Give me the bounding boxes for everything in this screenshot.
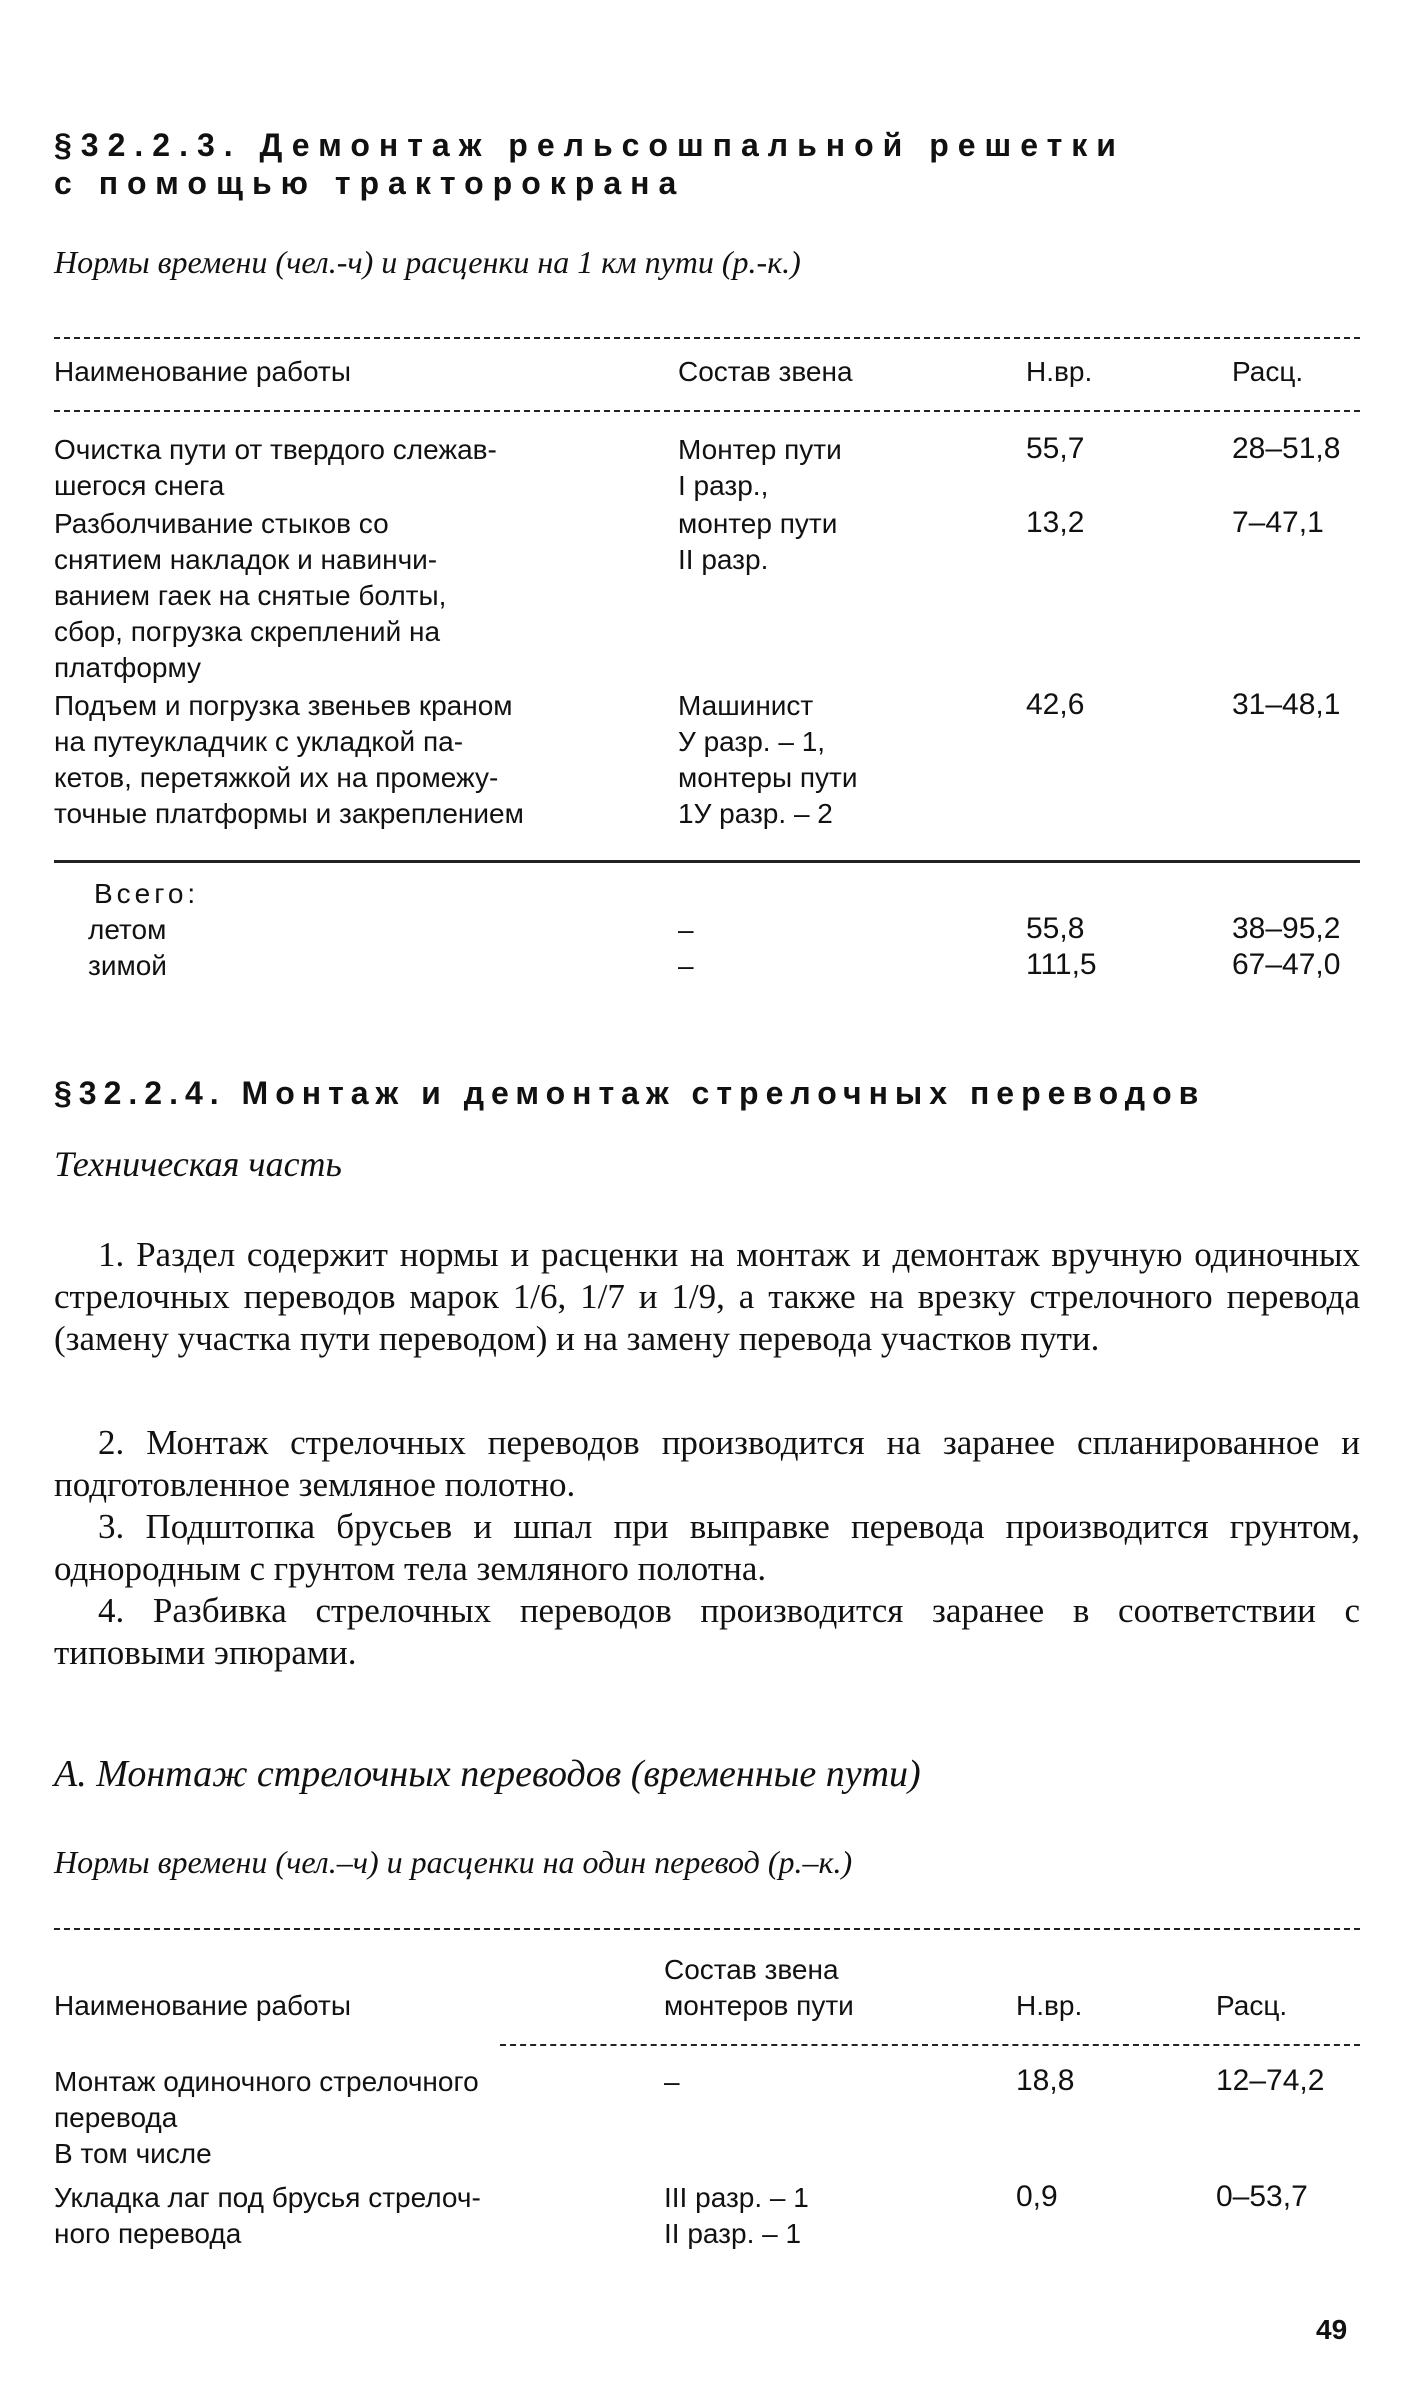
paragraph-3	[54, 1506, 1360, 1590]
table1-row2-crew-l2: II разр.	[678, 544, 769, 575]
table1-header-norm: Н.вр.	[1026, 356, 1093, 387]
table1-header-name: Наименование работы	[54, 356, 351, 387]
table1-header-crew: Состав звена	[678, 356, 853, 387]
paragraph-1-text: 1. Раздел содержит нормы и расценки на монтаж и демонтаж вручную одиночных стрелочных переводов марок 1/6, 1/7 и 1/9, а также на врезку стрелочного перевода (замену участка пути переводом) и на замену перевода участков пути.	[54, 1235, 1360, 1358]
paragraph-4-text: 4. Разбивка стрелочных переводов производится заранее в соответствии с типовыми эпюрами.	[54, 1591, 1360, 1672]
table2-header-rate: Расц.	[1216, 1990, 1288, 2021]
section-heading-32-2-4: §32.2.4. Монтаж и демонтаж стрелочных переводов	[54, 1075, 1206, 1111]
table-caption-2: Нормы времени (чел.–ч) и расценки на один перевод (р.–к.)	[54, 1844, 853, 1880]
table1-row2-name-l4: сбор, погрузка скреплений на	[54, 616, 441, 647]
table-rule-header	[54, 410, 1360, 412]
table1-row1-norm: 55,7	[1026, 432, 1085, 465]
table1-total-summer-crew: –	[678, 914, 694, 945]
table1-row3-norm: 42,6	[1026, 688, 1085, 721]
table1-total-summer-name: летом	[88, 914, 167, 945]
table1-total-winter-crew: –	[678, 950, 694, 981]
table1-row1-rate: 28–51,8	[1232, 432, 1341, 465]
table1-header-rate: Расц.	[1232, 356, 1304, 387]
technical-part-subheading: Техническая часть	[54, 1144, 342, 1184]
table1-row3-crew-l4: 1У разр. – 2	[678, 798, 833, 829]
table2-row2-norm: 0,9	[1016, 2180, 1058, 2213]
table1-row2-crew-l1: монтер пути	[678, 508, 838, 539]
table1-row3-name-l3: кетов, перетяжкой их на промежу-	[54, 762, 499, 793]
table1-total-label: Всего:	[94, 878, 200, 909]
table2-row2-rate: 0–53,7	[1216, 2180, 1308, 2213]
paragraph-2-text: 2. Монтаж стрелочных переводов производится на заранее спланированное и подготовленное земляное полотно.	[54, 1423, 1360, 1504]
table1-total-winter-name: зимой	[88, 950, 167, 981]
section-heading-32-2-3-continued: с помощью тракторокрана	[54, 165, 686, 201]
page-number: 49	[1316, 2314, 1348, 2345]
table1-row2-name-l2: снятием накладок и навинчи-	[54, 544, 438, 575]
table-rule-top	[54, 337, 1360, 339]
table1-total-summer-rate: 38–95,2	[1232, 912, 1341, 945]
paragraph-3-text: 3. Подштопка брусьев и шпал при выправке перевода производится грунтом, однородным с грунтом тела земляного полотна.	[54, 1507, 1360, 1588]
table1-row2-rate: 7–47,1	[1232, 506, 1324, 539]
table1-row2-name-l3: ванием гаек на снятые болты,	[54, 580, 447, 611]
table1-row2-norm: 13,2	[1026, 506, 1085, 539]
table1-row2-name-l5: платформу	[54, 652, 202, 683]
table-rule-totals	[54, 860, 1360, 863]
table2-header-norm: Н.вр.	[1016, 1990, 1083, 2021]
table2-row2-crew-l2: II разр. – 1	[664, 2218, 802, 2249]
table2-row1-name-l2: перевода	[54, 2102, 178, 2133]
table1-row3-name-l2: на путеукладчик с укладкой па-	[54, 726, 464, 757]
paragraph-1	[54, 1234, 1360, 1360]
table1-row1-name-l2: шегося снега	[54, 470, 225, 501]
table1-row3-name-l4: точные платформы и закреплением	[54, 798, 524, 829]
paragraph-2	[54, 1422, 1360, 1506]
table1-row1-name-l1: Очистка пути от твердого слежав-	[54, 434, 497, 465]
table2-row2-name-l2: ного перевода	[54, 2218, 242, 2249]
table2-rule-header	[500, 2044, 1360, 2046]
table1-total-summer-norm: 55,8	[1026, 912, 1085, 945]
table1-total-winter-rate: 67–47,0	[1232, 948, 1341, 981]
table2-row1-norm: 18,8	[1016, 2064, 1075, 2097]
section-a-title: А. Монтаж стрелочных переводов (временные пути)	[54, 1753, 921, 1795]
table1-row3-crew-l1: Машинист	[678, 690, 814, 721]
table1-row3-rate: 31–48,1	[1232, 688, 1341, 721]
table2-row2-crew-l1: III разр. – 1	[664, 2182, 809, 2213]
paragraph-4	[54, 1590, 1360, 1674]
table1-row1-crew-l2: I разр.,	[678, 470, 769, 501]
table1-row3-crew-l3: монтеры пути	[678, 762, 858, 793]
table2-row2-name-l1: Укладка лаг под брусья стрелоч-	[54, 2182, 481, 2213]
table2-row1-name-l3: В том числе	[54, 2138, 212, 2169]
table1-total-winter-norm: 111,5	[1026, 948, 1097, 981]
table2-header-crew-l2: монтеров пути	[664, 1990, 854, 2021]
table2-rule-top	[54, 1928, 1360, 1930]
table2-header-crew-l1: Состав звена	[664, 1954, 839, 1985]
table2-row1-name-l1: Монтаж одиночного стрелочного	[54, 2066, 479, 2097]
table2-row1-crew: –	[664, 2066, 680, 2097]
table1-row3-crew-l2: У разр. – 1,	[678, 726, 826, 757]
table2-header-name: Наименование работы	[54, 1990, 351, 2021]
table1-row1-crew-l1: Монтер пути	[678, 434, 842, 465]
table-caption-1: Нормы времени (чел.-ч) и расценки на 1 км пути (р.-к.)	[54, 244, 801, 280]
section-heading-32-2-3: §32.2.3. Демонтаж рельсошпальной решетки	[54, 127, 1125, 163]
table2-row1-rate: 12–74,2	[1216, 2064, 1325, 2097]
table1-row3-name-l1: Подъем и погрузка звеньев краном	[54, 690, 513, 721]
table1-row2-name-l1: Разболчивание стыков со	[54, 508, 389, 539]
